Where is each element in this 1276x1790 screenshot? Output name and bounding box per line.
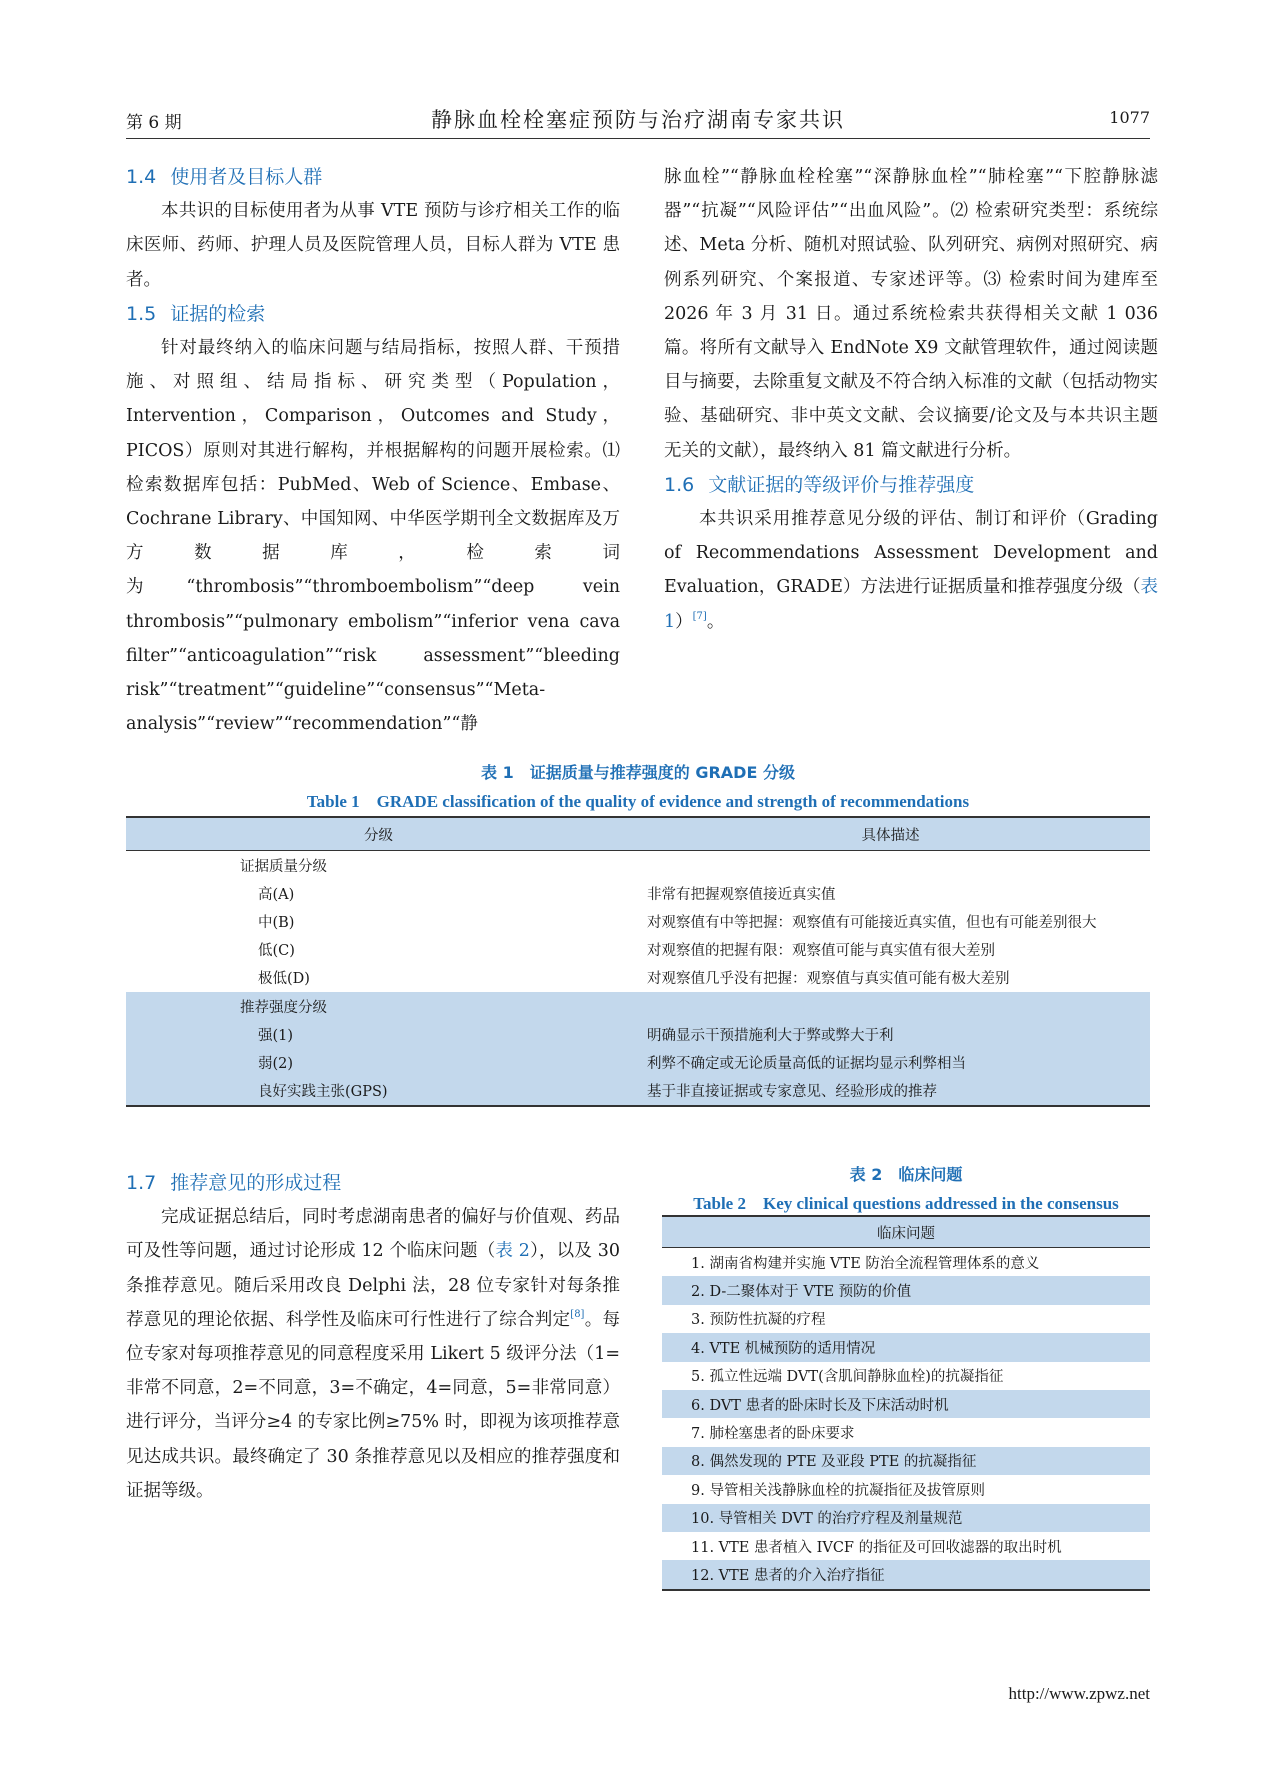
table-row: 中(B) 对观察值有中等把握：观察值有可能接近真实值，但也有可能差别很大 (258, 914, 1097, 931)
grade-table (126, 816, 1150, 1107)
table-1-header-grade: 分级 (126, 817, 631, 851)
table-row: 3. 预防性抗凝的疗程 (691, 1312, 826, 1329)
table-row: 6. DVT 患者的卧床时长及下床活动时机 (662, 1390, 1150, 1418)
table-2-header: 临床问题 (662, 1216, 1150, 1248)
paragraph-1-7: 完成证据总结后，同时考虑湖南患者的偏好与价值观、药品可及性等问题，通过讨论形成 12 个临床问题（表 2），以及 30 条推荐意见。随后采用改良 Delphi 法，28 位专家针对每条推荐意见的理论依据、科学性及临床可行性进行了综合判定[8]。每位专家对每项推荐意见的同意程度采用 Likert 5 级评分法（1=非常不同意，2=不同意，3=不确定，4=同意，5=非常同意）进行评分，当评分≥4 的专家比例≥75% 时，即视为该项推荐意见达成共识。最终确定了 30 条推荐意见以及相应的推荐强度和证据等级。 (126, 1207, 621, 1501)
issue-label: 第 6 期 (126, 113, 182, 133)
citation-7[interactable]: [7] (692, 610, 707, 622)
citation-8[interactable]: [8] (570, 1308, 585, 1320)
paragraph-1-5: 针对最终纳入的临床问题与结局指标，按照人群、干预措施、对照组、结局指标、研究类型（Population，Intervention，Comparison，Outcomes and Study，PICOS）原则对其进行解构，并根据解构的问题开展检索。⑴ 检索数据库包括：PubMed、Web of Science、Embase、Cochrane Library、中国知网、中华医学期刊全文数据库及万方数据库，检索词为“thrombosis”“thromboembolism”“deep vein thrombosis”“pulmonary embolism”“inferior vena cava filter”“anticoagulation”“risk assessment”“bleeding risk”“treatment”“guideline”“consensus”“Meta-analysis”“review”“recommendation”“静 (126, 338, 620, 735)
right-column (664, 160, 1158, 639)
left-column (126, 160, 620, 741)
table-row: 推荐强度分级 (126, 992, 1150, 1020)
section-heading-1-7: 1.7 推荐意见的形成过程 (126, 1172, 342, 1194)
table-row: 10. 导管相关 DVT 的治疗疗程及剂量规范 (662, 1504, 1150, 1532)
table-row: 9. 导管相关浅静脉血栓的抗凝指征及拔管原则 (691, 1482, 985, 1499)
table-row: 4. VTE 机械预防的适用情况 (662, 1333, 1150, 1361)
journal-running-title: 静脉血栓栓塞症预防与治疗湖南专家共识 (431, 108, 845, 132)
table-row: 8. 偶然发现的 PTE 及亚段 PTE 的抗凝指征 (662, 1447, 1150, 1475)
table-1-caption-cn: 表 1 证据质量与推荐强度的 GRADE 分级 (481, 763, 795, 782)
table-row: 5. 孤立性远端 DVT(含肌间静脉血栓)的抗凝指征 (691, 1369, 1004, 1386)
table-row: 低(C) 对观察值的把握有限：观察值可能与真实值有很大差别 (258, 943, 995, 960)
table-row: 1. 湖南省构建并实施 VTE 防治全流程管理体系的意义 (691, 1255, 1040, 1272)
running-header (126, 104, 1150, 139)
paragraph-1-5-continued: 脉血栓”“静脉血栓栓塞”“深静脉血栓”“肺栓塞”“下腔静脉滤器”“抗凝”“风险评估”“出血风险”。⑵ 检索研究类型：系统综述、Meta 分析、随机对照试验、队列研究、病例对照研究、病例系列研究、个案报道、专家述评等。⑶ 检索时间为建库至 2026 年 3 月 31 日。通过系统检索共获得相关文献 1 036 篇。将所有文献导入 EndNote X9 文献管理软件，通过阅读题目与摘要，去除重复文献及不符合纳入标准的文献（包括动物实验、基础研究、非中英文文献、会议摘要/论文及与本共识主题无关的文献），最终纳入 81 篇文献进行分析。 (664, 167, 1158, 461)
table-row: 强(1) 明确显示干预措施利大于弊或弊大于利 (126, 1020, 1150, 1048)
table-row: 高(A) 非常有把握观察值接近真实值 (258, 886, 836, 903)
table-row: 11. VTE 患者植入 IVCF 的指征及可回收滤器的取出时机 (691, 1539, 1062, 1556)
paragraph-1-6: 本共识采用推荐意见分级的评估、制订和评价（Grading of Recommendations Assessment Development and Evaluation，GRADE）方法进行证据质量和推荐强度分级（表 1）[7]。 (664, 509, 1158, 632)
table-row: 良好实践主张(GPS) 基于非直接证据或专家意见、经验形成的推荐 (126, 1077, 1150, 1106)
table-row: 弱(2) 利弊不确定或无论质量高低的证据均显示利弊相当 (126, 1048, 1150, 1076)
table-2-caption-en: Table 2 Key clinical questions addressed in the consensus (693, 1194, 1119, 1213)
footer-url[interactable]: http://www.zpwz.net (1008, 1684, 1150, 1703)
table-2-link[interactable]: 表 2 (495, 1241, 530, 1262)
table-1-link[interactable]: 表 1 (664, 577, 1158, 632)
table-row: 7. 肺栓塞患者的卧床要求 (691, 1426, 855, 1443)
table-row: 12. VTE 患者的介入治疗指征 (662, 1560, 1150, 1589)
table-1-header-description: 具体描述 (631, 817, 1150, 851)
clinical-questions-table (662, 1215, 1150, 1591)
table-2-caption-cn: 表 2 临床问题 (849, 1165, 963, 1184)
table-1-caption-en: Table 1 GRADE classification of the quality of evidence and strength of recommendations (306, 792, 970, 811)
section-heading-1-5: 1.5 证据的检索 (126, 302, 266, 325)
section-heading-1-6: 1.6 文献证据的等级评价与推荐强度 (664, 473, 975, 496)
table-row: 极低(D) 对观察值几乎没有把握：观察值与真实值可能有极大差别 (258, 971, 1010, 988)
page-number: 1077 (1109, 108, 1150, 127)
table-row: 证据质量分级 (240, 858, 327, 875)
table-row: 2. D-二聚体对于 VTE 预防的价值 (662, 1276, 1150, 1304)
section-1-7 (126, 1166, 620, 1508)
paragraph-1-4: 本共识的目标使用者为从事 VTE 预防与诊疗相关工作的临床医师、药师、护理人员及医院管理人员，目标人群为 VTE 患者。 (126, 201, 620, 290)
section-heading-1-4: 1.4 使用者及目标人群 (126, 166, 323, 188)
